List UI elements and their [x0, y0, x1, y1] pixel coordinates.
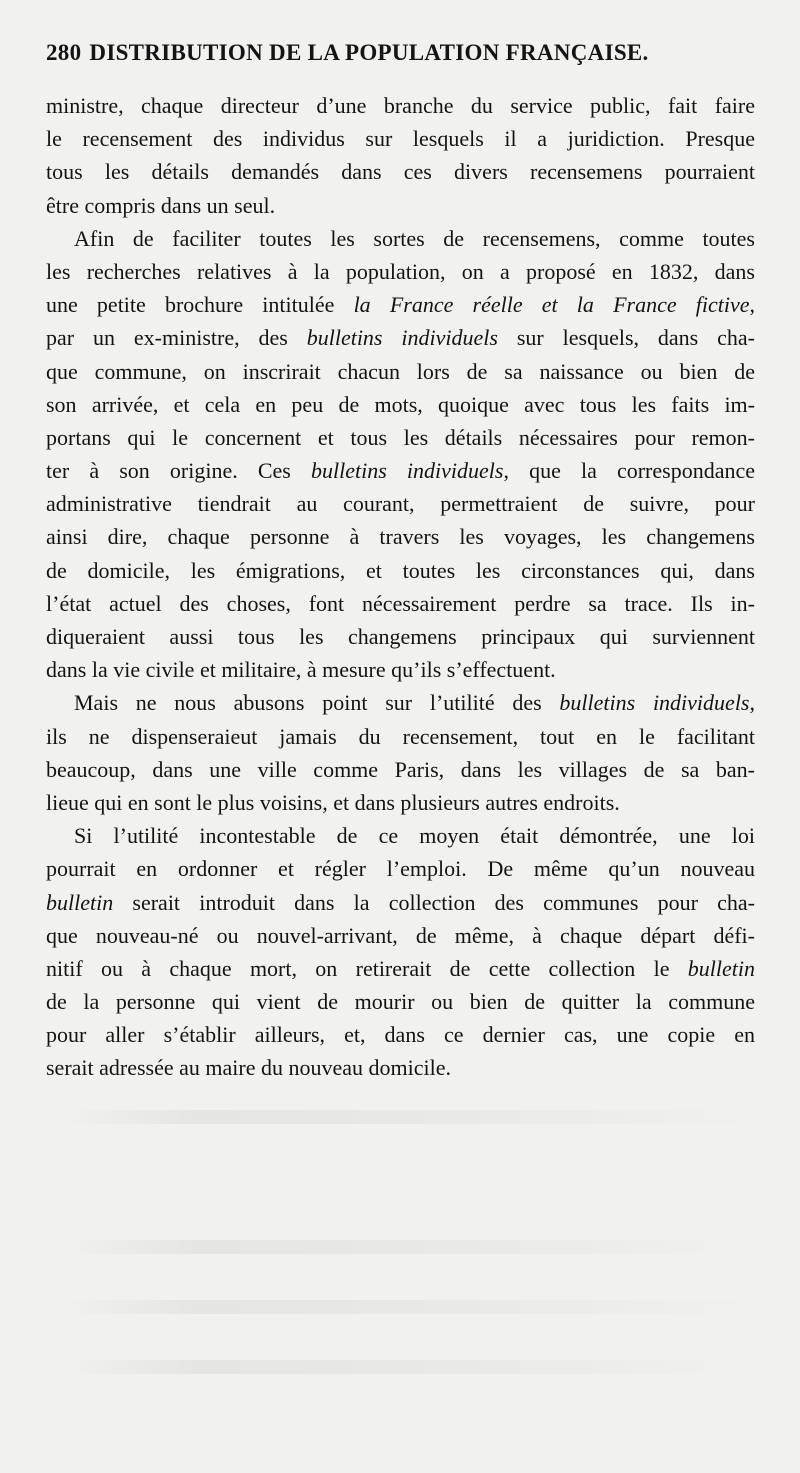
- text-segment: lieue qui en sont le plus voisins, et dans plusieurs autres endroits.: [46, 789, 620, 815]
- italic-text: bulletins individuels: [310, 458, 504, 484]
- text-segment: Mais ne nous abusons point sur l’utilité des: [74, 690, 560, 716]
- text-line: [46, 122, 755, 155]
- text-segment: beaucoup, dans une ville comme Paris, dans les villages de sa ban-: [46, 756, 755, 782]
- text-segment: son arrivée, et cela en peu de mots, quoique avec tous les faits im-: [46, 391, 755, 417]
- running-title: DISTRIBUTION DE LA POPULATION FRANÇAISE.: [89, 40, 649, 65]
- text-segment: diqueraient aussi tous les changemens principaux qui surviennent: [46, 624, 755, 649]
- text-line: [46, 388, 755, 421]
- text-line: [46, 985, 755, 1018]
- text-line: [46, 786, 755, 819]
- text-segment: , que la correspondance: [503, 458, 755, 484]
- text-segment: dans la vie civile et militaire, à mesure qu’ils s’effectuent.: [46, 657, 556, 683]
- text-line: [46, 321, 755, 354]
- text-line: [46, 620, 755, 653]
- text-line: [46, 288, 755, 321]
- text-segment: serait adressée au maire du nouveau domicile.: [46, 1055, 452, 1081]
- text-line: [46, 155, 755, 188]
- text-segment: ter à son origine. Ces: [46, 458, 311, 484]
- text-line: [46, 189, 755, 222]
- text-segment: Afin de faciliter toutes les sortes de recensemens, comme toutes: [74, 225, 755, 251]
- running-header: [46, 40, 746, 66]
- text-segment: portans qui le concernent et tous les détails nécessaires pour remon-: [46, 424, 755, 450]
- text-segment: l’état actuel des choses, font nécessairement perdre sa trace. Ils in-: [46, 590, 755, 616]
- text-segment: par un ex-ministre, des: [46, 325, 307, 351]
- italic-text: bulletins individuels: [559, 690, 750, 716]
- text-segment: ainsi dire, chaque personne à travers les voyages, les changemens: [46, 524, 755, 550]
- text-line: [46, 255, 755, 288]
- italic-text: bulletin: [46, 889, 114, 915]
- show-through-shading: [60, 1300, 760, 1314]
- page-number: 280: [46, 40, 82, 65]
- text-segment: que commune, on inscrirait chacun lors de sa naissance ou bien de: [46, 358, 755, 384]
- text-line: [46, 222, 755, 255]
- text-line: [46, 886, 755, 919]
- text-line: [46, 421, 755, 454]
- text-line: [46, 520, 755, 553]
- text-segment: pour aller s’établir ailleurs, et, dans ce dernier cas, une copie en: [46, 1022, 755, 1048]
- text-line: [46, 1018, 755, 1051]
- show-through-shading: [60, 1240, 760, 1254]
- text-line: [46, 919, 755, 952]
- italic-text: bulletin: [687, 955, 755, 981]
- text-segment: administrative tiendrait au courant, permettraient de suivre, pour: [46, 491, 755, 517]
- text-segment: serait introduit dans la collection des communes pour cha-: [113, 889, 755, 915]
- text-segment: le recensement des individus sur lesquels il a juridiction. Presque: [46, 126, 755, 152]
- text-line: [46, 355, 755, 388]
- text-segment: tous les détails demandés dans ces divers recensemens pourraient: [46, 159, 755, 185]
- text-line: [46, 952, 755, 985]
- text-segment: de domicile, les émigrations, et toutes les circonstances qui, dans: [46, 557, 755, 583]
- text-line: [46, 686, 755, 719]
- text-segment: ,: [749, 690, 755, 716]
- text-line: [46, 819, 755, 852]
- text-line: [46, 587, 755, 620]
- text-segment: ministre, chaque directeur d’une branche du service public, fait faire: [46, 93, 755, 118]
- text-line: [46, 852, 755, 885]
- body-text: [46, 89, 755, 1085]
- text-line: [46, 454, 755, 487]
- text-segment: être compris dans un seul.: [46, 192, 276, 218]
- show-through-shading: [60, 1360, 760, 1374]
- text-line: [46, 487, 755, 520]
- text-line: [46, 554, 755, 587]
- text-segment: Si l’utilité incontestable de ce moyen était démontrée, une loi: [74, 823, 755, 849]
- text-segment: nitif ou à chaque mort, on retirerait de cette collection le: [46, 955, 688, 981]
- text-segment: une petite brochure intitulée: [46, 292, 354, 318]
- text-line: [46, 653, 755, 686]
- text-line: [46, 720, 755, 753]
- italic-text: la France réelle et la France fictive: [353, 292, 750, 318]
- text-segment: de la personne qui vient de mourir ou bien de quitter la commune: [46, 989, 755, 1015]
- show-through-shading: [60, 1110, 760, 1124]
- text-segment: pourrait en ordonner et régler l’emploi. De même qu’un nouveau: [46, 856, 755, 882]
- italic-text: bulletins individuels: [306, 325, 498, 351]
- text-line: [46, 1051, 755, 1084]
- text-segment: ,: [749, 292, 756, 318]
- text-line: [46, 753, 755, 786]
- text-segment: que nouveau-né ou nouvel-arrivant, de même, à chaque départ défi-: [46, 922, 755, 948]
- text-segment: ils ne dispenseraieut jamais du recensement, tout en le facilitant: [46, 723, 755, 749]
- text-line: [46, 89, 755, 122]
- text-segment: sur lesquels, dans cha-: [497, 325, 755, 351]
- text-segment: les recherches relatives à la population, on a proposé en 1832, dans: [46, 258, 755, 284]
